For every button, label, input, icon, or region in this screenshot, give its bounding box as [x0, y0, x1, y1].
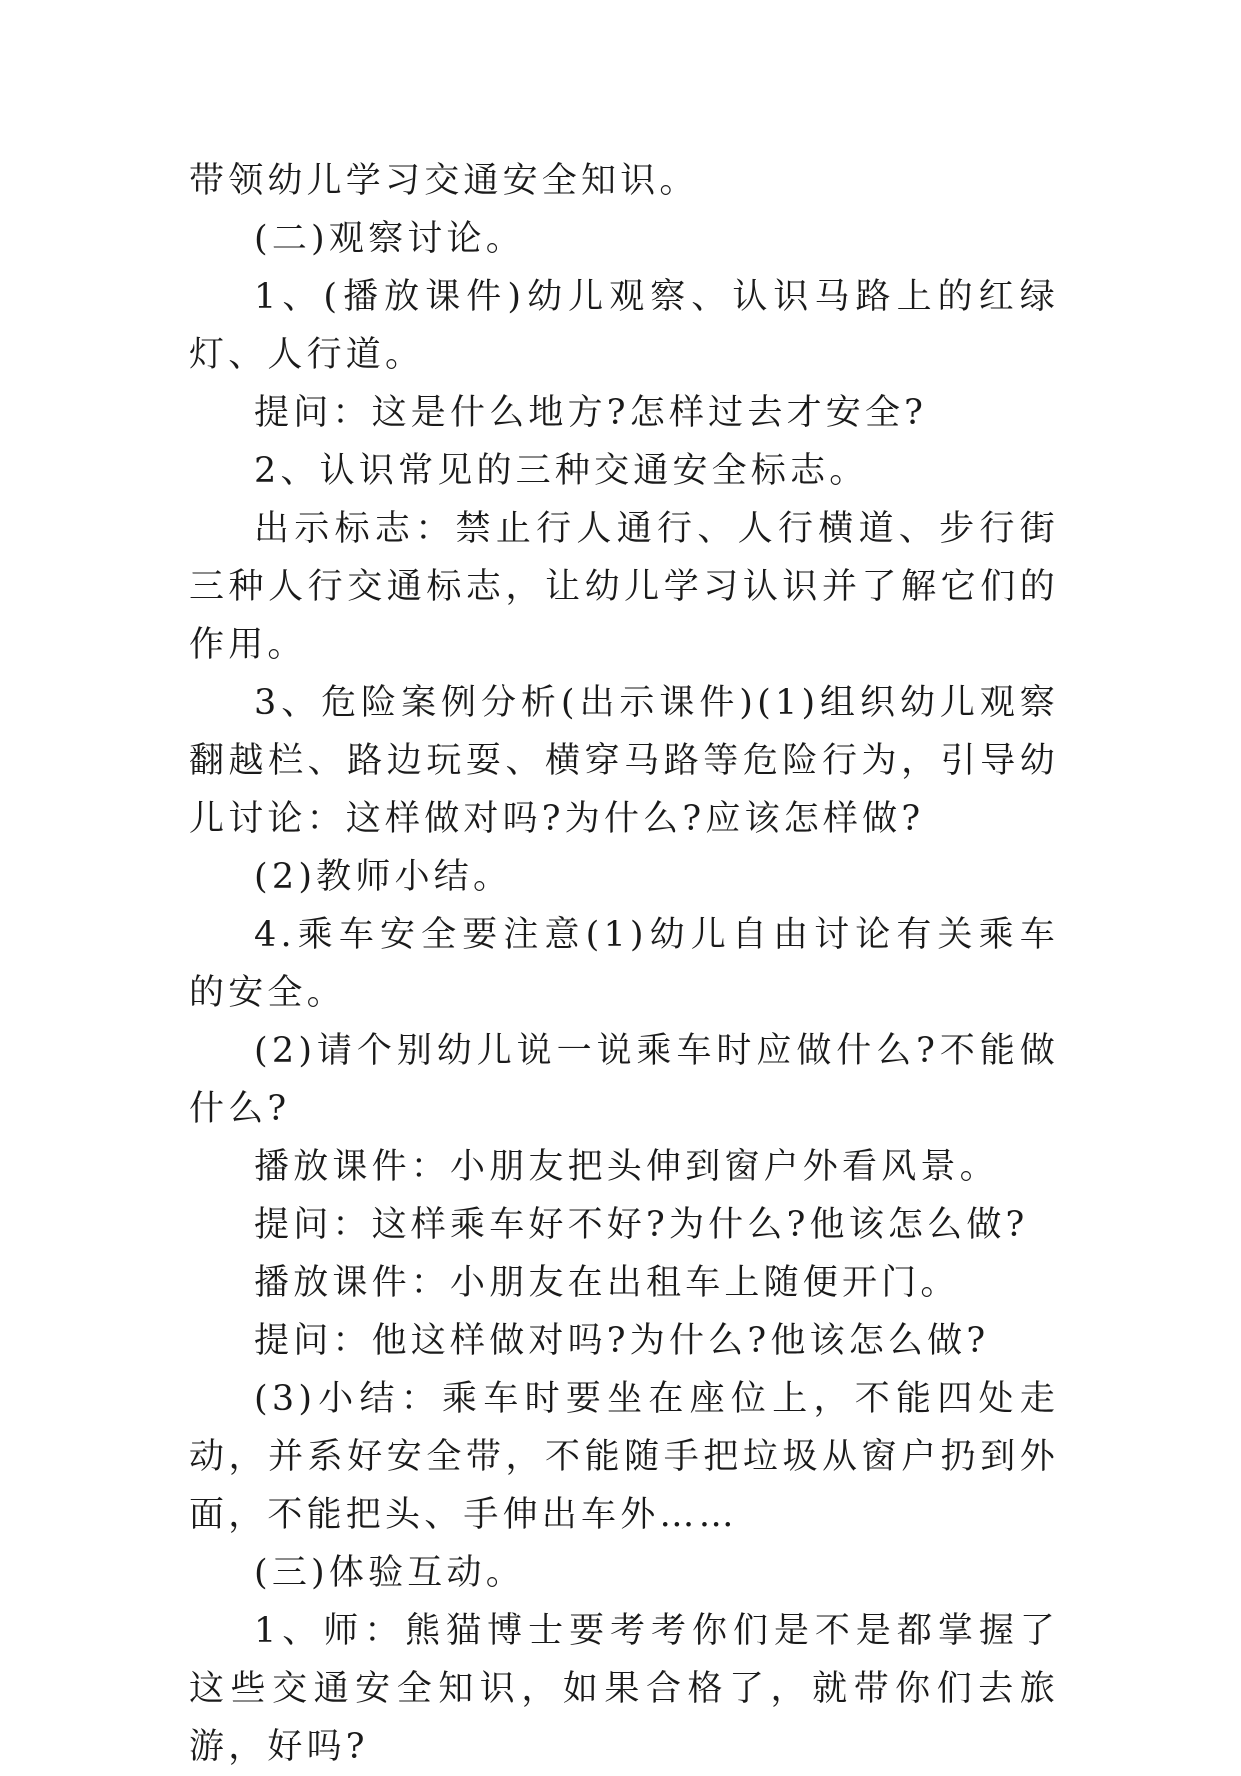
- paragraph: 出示标志：禁止行人通行、人行横道、步行街三种人行交通标志，让幼儿学习认识并了解它们的作用。: [189, 509, 1059, 665]
- section-heading: (三)体验互动。: [254, 1553, 525, 1593]
- paragraph: 1、(播放课件)幼儿观察、认识马路上的红绿灯、人行道。: [189, 277, 1059, 375]
- paragraph: 提问：这是什么地方?怎样过去才安全?: [254, 393, 928, 433]
- paragraph: (3)小结：乘车时要坐在座位上，不能四处走动，并系好安全带，不能随手把垃圾从窗户扔到外面，不能把头、手伸出车外……: [189, 1379, 1059, 1535]
- paragraph: 提问：他这样做对吗?为什么?他该怎么做?: [254, 1321, 990, 1361]
- paragraph: 4.乘车安全要注意(1)幼儿自由讨论有关乘车的安全。: [189, 915, 1059, 1013]
- paragraph: (2)请个别幼儿说一说乘车时应做什么?不能做什么?: [189, 1031, 1059, 1129]
- document-body: [189, 152, 1059, 1776]
- paragraph: 播放课件：小朋友在出租车上随便开门。: [254, 1263, 960, 1303]
- section-heading: (二)观察讨论。: [254, 219, 525, 259]
- paragraph: 带领幼儿学习交通安全知识。: [189, 161, 699, 201]
- paragraph: 3、危险案例分析(出示课件)(1)组织幼儿观察翻越栏、路边玩耍、横穿马路等危险行为，引导幼儿讨论：这样做对吗?为什么?应该怎样做?: [189, 683, 1059, 839]
- paragraph: 提问：这样乘车好不好?为什么?他该怎么做?: [254, 1205, 1029, 1245]
- paragraph: 播放课件：小朋友把头伸到窗户外看风景。: [254, 1147, 999, 1187]
- paragraph: (2)教师小结。: [254, 857, 513, 897]
- paragraph: 1、师：熊猫博士要考考你们是不是都掌握了这些交通安全知识，如果合格了，就带你们去旅游，好吗?: [189, 1611, 1059, 1767]
- paragraph: 2、认识常见的三种交通安全标志。: [254, 451, 869, 491]
